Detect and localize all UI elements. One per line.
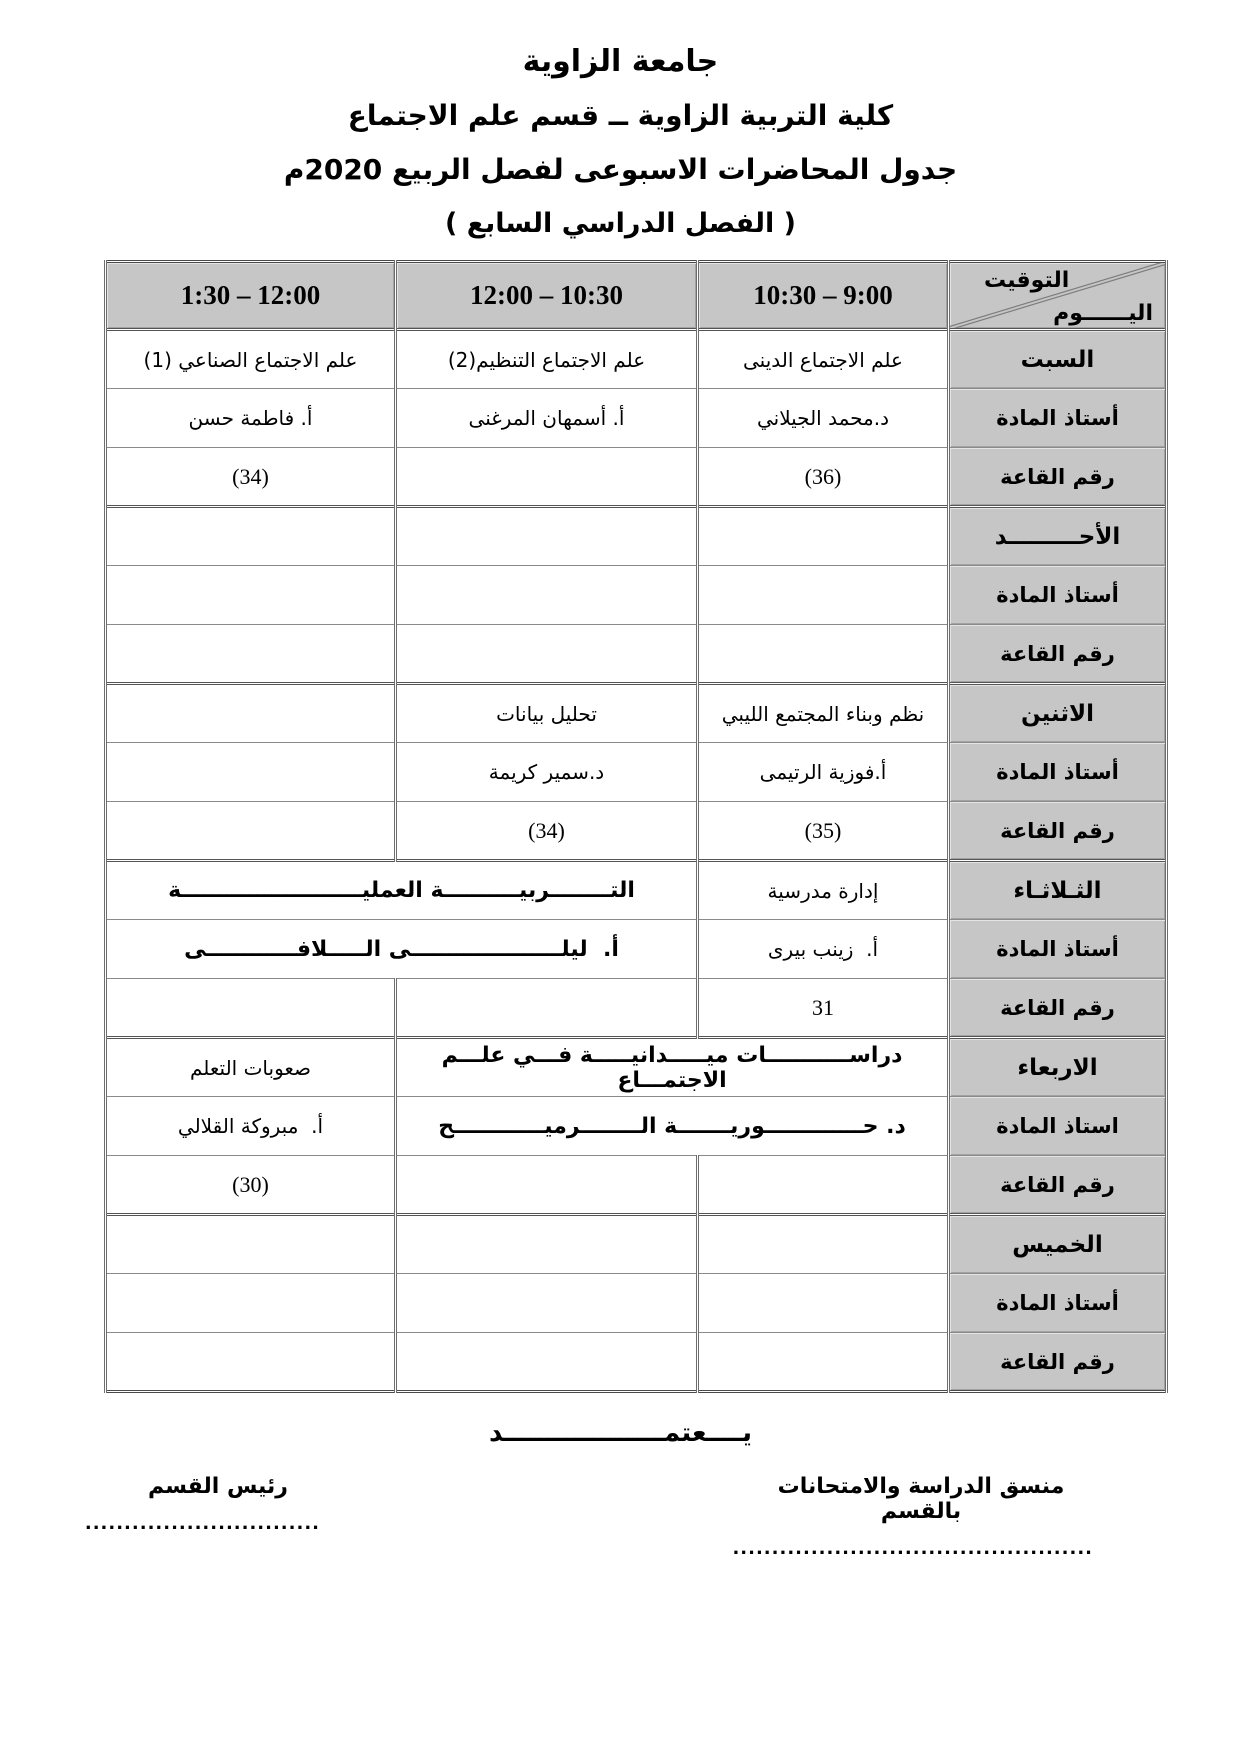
- room-cell: [698, 1156, 949, 1215]
- subject-cell: [396, 1215, 698, 1274]
- subject-cell: [698, 507, 949, 566]
- professor-cell: أ. أسمهان المرغنى: [396, 389, 698, 448]
- department-head-signature-line: ..............................: [84, 1513, 320, 1534]
- document-header: [0, 0, 1241, 242]
- professor-cell: [106, 743, 396, 802]
- professor-row-label: أستاذ المادة: [949, 389, 1167, 448]
- room-row-label: رقم القاعة: [949, 448, 1167, 507]
- subject-cell: صعوبات التعلم: [106, 1038, 396, 1097]
- room-row-label: رقم القاعة: [949, 979, 1167, 1038]
- table-row: [106, 1274, 1167, 1333]
- professor-cell: [106, 1274, 396, 1333]
- subject-cell: إدارة مدرسية: [698, 861, 949, 920]
- professor-cell-merged: د. حـــــــــــــوريـــــــة الــــــــرميــــــــــــح: [396, 1097, 949, 1156]
- professor-cell: أ. مبروكة القلالي: [106, 1097, 396, 1156]
- room-cell: [698, 1333, 949, 1392]
- subject-cell: [106, 507, 396, 566]
- room-row-label: رقم القاعة: [949, 1333, 1167, 1392]
- table-row: [106, 1038, 1167, 1097]
- department-head-label: رئيس القسم: [148, 1474, 288, 1499]
- professor-cell: [698, 1274, 949, 1333]
- coordinator-signature-block: [732, 1474, 1093, 1559]
- title-faculty: كلية التربية الزاوية ــ قسم علم الاجتماع: [347, 99, 894, 132]
- table-row: [106, 743, 1167, 802]
- subject-cell: [698, 1215, 949, 1274]
- table-row: [106, 920, 1167, 979]
- room-cell: [106, 802, 396, 861]
- professor-cell: [396, 566, 698, 625]
- table-row: [106, 507, 1167, 566]
- room-cell: (34): [106, 448, 396, 507]
- time-slot-3: 12:00 – 1:30: [106, 262, 396, 330]
- coordinator-label: منسق الدراسة والامتحانات بالقسم: [777, 1474, 1065, 1524]
- professor-cell: د.سمير كريمة: [396, 743, 698, 802]
- table-row: [106, 330, 1167, 389]
- table-row: [106, 979, 1167, 1038]
- professor-cell: [698, 566, 949, 625]
- table-row: [106, 1156, 1167, 1215]
- time-slot-2: 10:30 – 12:00: [396, 262, 698, 330]
- professor-cell: أ.فوزية الرتيمى: [698, 743, 949, 802]
- subject-cell: تحليل بيانات: [396, 684, 698, 743]
- table-row: [106, 1333, 1167, 1392]
- room-row-label: رقم القاعة: [949, 802, 1167, 861]
- header-row: [106, 262, 1167, 330]
- professor-cell: [106, 566, 396, 625]
- table-row: [106, 684, 1167, 743]
- table-row: [106, 1097, 1167, 1156]
- table-row: [106, 389, 1167, 448]
- table-row: [106, 448, 1167, 507]
- room-cell: (30): [106, 1156, 396, 1215]
- time-slot-1: 9:00 – 10:30: [698, 262, 949, 330]
- day-label-wednesday: الاربعاء: [949, 1038, 1167, 1097]
- room-cell: [396, 625, 698, 684]
- day-label-thursday: الخميس: [949, 1215, 1167, 1274]
- professor-cell: د.محمد الجيلاني: [698, 389, 949, 448]
- coordinator-signature-line: ..............................................: [732, 1538, 1093, 1559]
- subject-cell: [396, 507, 698, 566]
- room-cell: (34): [396, 802, 698, 861]
- room-cell: (36): [698, 448, 949, 507]
- professor-row-label: أستاذ المادة: [949, 743, 1167, 802]
- room-cell: [396, 1156, 698, 1215]
- corner-day-label: اليــــــوم: [1053, 301, 1153, 326]
- room-cell: [106, 1333, 396, 1392]
- title-university: جامعة الزاوية: [522, 44, 719, 79]
- table-row: [106, 802, 1167, 861]
- corner-time-label: التوقيت: [984, 268, 1070, 293]
- subject-cell: [106, 684, 396, 743]
- title-schedule: جدول المحاضرات الاسبوعى لفصل الربيع 2020م: [283, 153, 958, 186]
- room-cell: [106, 625, 396, 684]
- schedule-table: [104, 260, 1168, 1393]
- day-label-tuesday: الثـلاثـاء: [949, 861, 1167, 920]
- room-cell: [396, 448, 698, 507]
- subject-cell: علم الاجتماع التنظيم(2): [396, 330, 698, 389]
- room-cell: [396, 1333, 698, 1392]
- subject-cell: علم الاجتماع الصناعي (1): [106, 330, 396, 389]
- professor-row-label: أستاذ المادة: [949, 920, 1167, 979]
- professor-row-label: أستاذ المادة: [949, 566, 1167, 625]
- subject-cell-merged: التــــــــربيــــــــــة العمليــــــــــــــــــــــــة: [106, 861, 698, 920]
- room-cell: (35): [698, 802, 949, 861]
- subject-cell: [106, 1215, 396, 1274]
- room-row-label: رقم القاعة: [949, 1156, 1167, 1215]
- room-cell: [698, 625, 949, 684]
- table-row: [106, 1215, 1167, 1274]
- day-label-monday: الاثنين: [949, 684, 1167, 743]
- professor-row-label: أستاذ المادة: [949, 1274, 1167, 1333]
- day-label-saturday: السبت: [949, 330, 1167, 389]
- subject-cell: نظم وبناء المجتمع الليبي: [698, 684, 949, 743]
- room-cell: 31: [698, 979, 949, 1038]
- corner-cell: [949, 262, 1167, 330]
- room-cell: [396, 979, 698, 1038]
- professor-cell-merged: أ. ليلــــــــــــــــــــى الـــــلافــــــــــــى: [106, 920, 698, 979]
- table-row: [106, 625, 1167, 684]
- room-cell: [106, 979, 396, 1038]
- day-label-sunday: الأحـــــــــد: [949, 507, 1167, 566]
- table-row: [106, 861, 1167, 920]
- department-head-signature-block: [84, 1474, 320, 1534]
- professor-cell: أ. فاطمة حسن: [106, 389, 396, 448]
- professor-cell: أ. زينب بيرى: [698, 920, 949, 979]
- professor-row-label: استاذ المادة: [949, 1097, 1167, 1156]
- subject-cell: علم الاجتماع الدينى: [698, 330, 949, 389]
- title-semester: ( الفصل الدراسي السابع ): [444, 208, 797, 239]
- table-row: [106, 566, 1167, 625]
- approved-label: يــــعتمــــــــــــــــــد: [488, 1418, 752, 1448]
- subject-cell-merged: دراســـــــــــات ميـــــدانيـــــة فـــي علـــم الاجتمـــاع: [396, 1038, 949, 1097]
- professor-cell: [396, 1274, 698, 1333]
- room-row-label: رقم القاعة: [949, 625, 1167, 684]
